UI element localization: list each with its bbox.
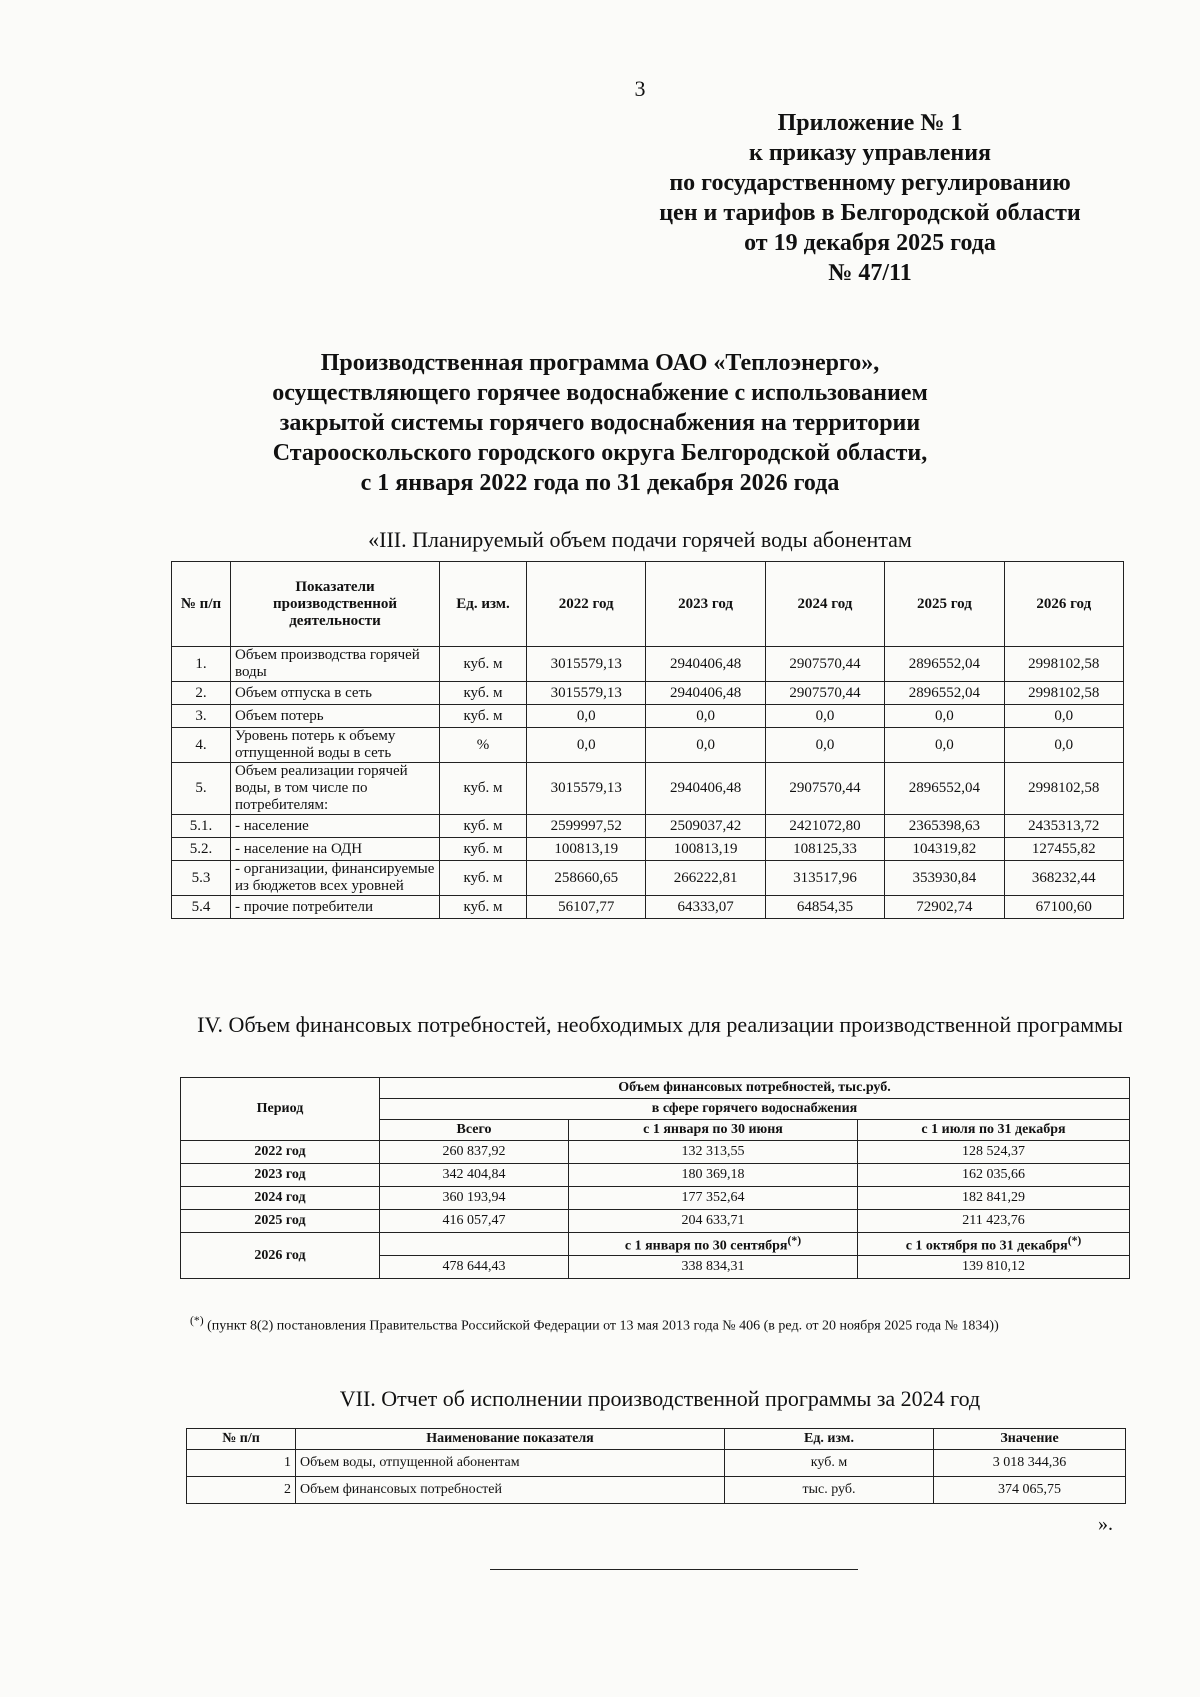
program-report-table — [186, 1428, 1126, 1504]
value-cell: 2435313,72 — [1004, 815, 1123, 838]
unit-cell: куб. м — [440, 647, 527, 682]
row-number-cell: 5.2. — [172, 838, 231, 861]
indicator-name-cell: - население — [231, 815, 440, 838]
table-row — [181, 1187, 1130, 1210]
footnote-text: (пункт 8(2) постановления Правительства Российской Федерации от 13 мая 2013 года № 406 (в ред. от 20 ноября 2025 года № 1834)) — [207, 1318, 999, 1334]
indicator-name-cell: - прочие потребители — [231, 896, 440, 919]
title-line: Старооскольского городского округа Белгородской области, — [272, 440, 928, 466]
row-number-cell: 2. — [172, 682, 231, 705]
row-number-cell: 5.4 — [172, 896, 231, 919]
col-header — [569, 1233, 858, 1256]
value-cell: 2907570,44 — [765, 763, 884, 815]
unit-cell: % — [440, 728, 527, 763]
header-line: цен и тарифов в Белгородской области — [659, 200, 1081, 226]
value-cell: 2940406,48 — [646, 763, 765, 815]
value-cell: 211 423,76 — [858, 1210, 1130, 1233]
table-header-row — [181, 1078, 1130, 1099]
col-header: Объем финансовых потребностей, тыс.руб. — [380, 1078, 1130, 1099]
value-cell: 64333,07 — [646, 896, 765, 919]
document-header — [600, 108, 1140, 288]
divider-line — [490, 1569, 858, 1570]
value-cell: 2907570,44 — [765, 647, 884, 682]
value-cell: 416 057,47 — [380, 1210, 569, 1233]
table-row — [181, 1233, 1130, 1256]
value-cell: 108125,33 — [765, 838, 884, 861]
unit-cell: куб. м — [440, 705, 527, 728]
unit-cell: куб. м — [440, 815, 527, 838]
unit-cell: куб. м — [440, 838, 527, 861]
col-header: Всего — [380, 1120, 569, 1141]
header-line: Приложение № 1 — [777, 110, 963, 136]
unit-cell: тыс. руб. — [725, 1477, 934, 1504]
title-line: осуществляющего горячее водоснабжение с использованием — [272, 380, 928, 406]
unit-cell: куб. м — [440, 763, 527, 815]
value-cell: 0,0 — [527, 705, 646, 728]
table-row — [172, 705, 1124, 728]
document-title — [0, 348, 1200, 498]
value-cell: 3015579,13 — [527, 647, 646, 682]
unit-cell: куб. м — [440, 896, 527, 919]
footnote-mark: (*) — [190, 1314, 204, 1327]
value-cell: 258660,65 — [527, 861, 646, 896]
row-number-cell: 5.1. — [172, 815, 231, 838]
value-cell: 313517,96 — [765, 861, 884, 896]
value-cell: 353930,84 — [885, 861, 1004, 896]
value-cell: 0,0 — [765, 705, 884, 728]
value-cell: 2998102,58 — [1004, 647, 1123, 682]
page-number: 3 — [634, 76, 646, 101]
value-cell: 3015579,13 — [527, 763, 646, 815]
value-cell: 3015579,13 — [527, 682, 646, 705]
unit-cell: куб. м — [725, 1450, 934, 1477]
table-row — [172, 861, 1124, 896]
row-number-cell: 1. — [172, 647, 231, 682]
value-cell: 127455,82 — [1004, 838, 1123, 861]
col-header: с 1 июля по 31 декабря — [858, 1120, 1130, 1141]
value-cell: 2896552,04 — [885, 763, 1004, 815]
value-cell: 0,0 — [765, 728, 884, 763]
col-header: в сфере горячего водоснабжения — [380, 1099, 1130, 1120]
value-cell: 177 352,64 — [569, 1187, 858, 1210]
col-header: № п/п — [172, 562, 231, 647]
unit-cell: куб. м — [440, 861, 527, 896]
table-row — [172, 728, 1124, 763]
subheader-label: с 1 октября по 31 декабря — [905, 1238, 1068, 1254]
col-header: Показатели производственной деятельности — [231, 562, 440, 647]
title-line: Производственная программа ОАО «Теплоэнерго», — [320, 350, 880, 376]
table-row — [181, 1141, 1130, 1164]
value-cell: 180 369,18 — [569, 1164, 858, 1187]
closing-quote: ». — [1098, 1513, 1113, 1535]
indicator-name-cell: - организации, финансируемые из бюджетов всех уровней — [231, 861, 440, 896]
subheader-label: с 1 января по 30 сентября — [624, 1238, 788, 1254]
section4-heading: IV. Объем финансовых потребностей, необходимых для реализации производственной программы — [197, 1012, 1123, 1037]
section3-heading: «III. Планируемый объем подачи горячей воды абонентам — [368, 527, 912, 552]
table-row — [187, 1450, 1126, 1477]
value-cell: 2998102,58 — [1004, 763, 1123, 815]
value-cell: 204 633,71 — [569, 1210, 858, 1233]
value-cell: 0,0 — [885, 705, 1004, 728]
header-line: по государственному регулированию — [669, 170, 1071, 196]
row-number-cell: 5. — [172, 763, 231, 815]
value-cell: 162 035,66 — [858, 1164, 1130, 1187]
value-cell: 2896552,04 — [885, 647, 1004, 682]
value-cell: 104319,82 — [885, 838, 1004, 861]
financial-needs-table — [180, 1077, 1130, 1279]
period-cell: 2024 год — [181, 1187, 380, 1210]
value-cell: 478 644,43 — [380, 1256, 569, 1279]
table-row — [172, 647, 1124, 682]
table-row — [187, 1477, 1126, 1504]
period-cell: 2026 год — [181, 1233, 380, 1279]
value-cell: 56107,77 — [527, 896, 646, 919]
value-cell: 0,0 — [885, 728, 1004, 763]
value-cell: 2940406,48 — [646, 647, 765, 682]
col-header: 2023 год — [646, 562, 765, 647]
col-header: 2025 год — [885, 562, 1004, 647]
row-number-cell: 2 — [187, 1477, 296, 1504]
footnote-mark: (*) — [787, 1233, 802, 1247]
value-cell: 0,0 — [1004, 728, 1123, 763]
value-cell: 2509037,42 — [646, 815, 765, 838]
footnote-mark: (*) — [1067, 1233, 1082, 1247]
indicator-name-cell: - население на ОДН — [231, 838, 440, 861]
value-cell: 2907570,44 — [765, 682, 884, 705]
value-cell: 2599997,52 — [527, 815, 646, 838]
value-cell: 100813,19 — [527, 838, 646, 861]
value-cell: 132 313,55 — [569, 1141, 858, 1164]
table-row — [172, 682, 1124, 705]
indicator-name-cell: Объем воды, отпущенной абонентам — [296, 1450, 725, 1477]
title-line: с 1 января 2022 года по 31 декабря 2026 года — [360, 470, 840, 496]
value-cell: 342 404,84 — [380, 1164, 569, 1187]
col-header: Ед. изм. — [725, 1429, 934, 1450]
row-number-cell: 4. — [172, 728, 231, 763]
table-row — [181, 1164, 1130, 1187]
value-cell: 182 841,29 — [858, 1187, 1130, 1210]
title-line: закрытой системы горячего водоснабжения на территории — [279, 410, 921, 436]
value-cell: 64854,35 — [765, 896, 884, 919]
period-cell: 2025 год — [181, 1210, 380, 1233]
table-row — [172, 896, 1124, 919]
header-line: к приказу управления — [748, 140, 991, 166]
indicator-name-cell: Объем реализации горячей воды, в том числе по потребителям: — [231, 763, 440, 815]
value-cell: 360 193,94 — [380, 1187, 569, 1210]
col-header: 2022 год — [527, 562, 646, 647]
value-cell: 266222,81 — [646, 861, 765, 896]
value-cell: 2998102,58 — [1004, 682, 1123, 705]
value-cell: 2421072,80 — [765, 815, 884, 838]
col-header: Период — [181, 1078, 380, 1141]
value-cell: 3 018 344,36 — [934, 1450, 1126, 1477]
col-header: 2026 год — [1004, 562, 1123, 647]
row-number-cell: 5.3 — [172, 861, 231, 896]
value-cell: 128 524,37 — [858, 1141, 1130, 1164]
col-header — [858, 1233, 1130, 1256]
col-header: с 1 января по 30 июня — [569, 1120, 858, 1141]
col-header: 2024 год — [765, 562, 884, 647]
value-cell: 2940406,48 — [646, 682, 765, 705]
col-header: № п/п — [187, 1429, 296, 1450]
col-header: Наименование показателя — [296, 1429, 725, 1450]
value-cell: 2365398,63 — [885, 815, 1004, 838]
table-header-row — [172, 562, 1124, 647]
col-header: Значение — [934, 1429, 1126, 1450]
period-cell: 2022 год — [181, 1141, 380, 1164]
indicator-name-cell: Объем финансовых потребностей — [296, 1477, 725, 1504]
footnote — [190, 1310, 1130, 1338]
table-row — [172, 763, 1124, 815]
table-row — [181, 1210, 1130, 1233]
value-cell: 67100,60 — [1004, 896, 1123, 919]
value-cell: 0,0 — [1004, 705, 1123, 728]
row-number-cell: 3. — [172, 705, 231, 728]
indicator-name-cell: Уровень потерь к объему отпущенной воды в сеть — [231, 728, 440, 763]
unit-cell: куб. м — [440, 682, 527, 705]
value-cell: 260 837,92 — [380, 1141, 569, 1164]
value-cell: 368232,44 — [1004, 861, 1123, 896]
row-number-cell: 1 — [187, 1450, 296, 1477]
table-row — [172, 838, 1124, 861]
value-cell: 2896552,04 — [885, 682, 1004, 705]
empty-cell — [380, 1233, 569, 1256]
value-cell: 0,0 — [646, 728, 765, 763]
table-header-row — [187, 1429, 1126, 1450]
value-cell: 338 834,31 — [569, 1256, 858, 1279]
table-row — [172, 815, 1124, 838]
value-cell: 0,0 — [646, 705, 765, 728]
header-line: № 47/11 — [828, 260, 912, 286]
value-cell: 139 810,12 — [858, 1256, 1130, 1279]
indicator-name-cell: Объем производства горячей воды — [231, 647, 440, 682]
value-cell: 100813,19 — [646, 838, 765, 861]
period-cell: 2023 год — [181, 1164, 380, 1187]
water-supply-table — [171, 561, 1124, 919]
value-cell: 0,0 — [527, 728, 646, 763]
indicator-name-cell: Объем потерь — [231, 705, 440, 728]
header-line: от 19 декабря 2025 года — [744, 230, 996, 256]
indicator-name-cell: Объем отпуска в сеть — [231, 682, 440, 705]
value-cell: 72902,74 — [885, 896, 1004, 919]
value-cell: 374 065,75 — [934, 1477, 1126, 1504]
section7-heading: VII. Отчет об исполнении производственной программы за 2024 год — [339, 1386, 981, 1411]
col-header: Ед. изм. — [440, 562, 527, 647]
